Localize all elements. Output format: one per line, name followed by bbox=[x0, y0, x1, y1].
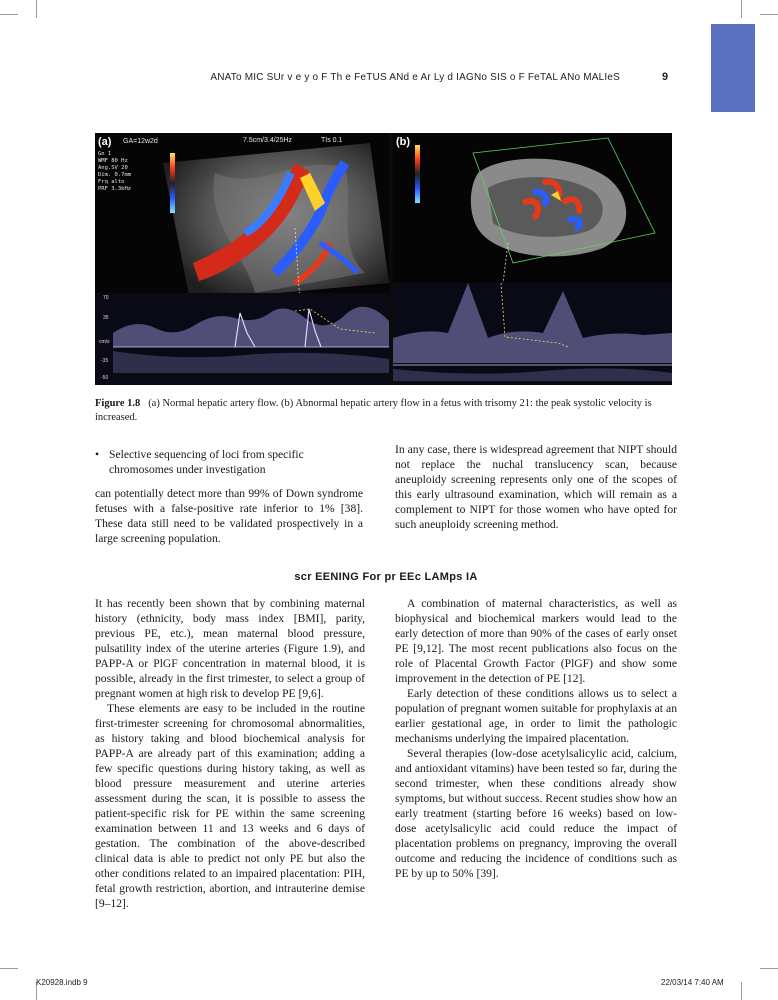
crop-mark bbox=[741, 0, 742, 18]
crop-mark bbox=[36, 0, 37, 18]
scan-parameters bbox=[98, 151, 131, 193]
bullet-text: Selective sequencing of loci from specific chromosomes under investigation bbox=[109, 448, 304, 476]
scan-param: Gn 1 bbox=[98, 151, 112, 157]
right-column-top bbox=[395, 442, 677, 532]
velocity-axis-label: 35 bbox=[103, 315, 109, 321]
section-heading: scr EENING For pr EEc LAMps IA bbox=[294, 571, 478, 583]
paragraph: Several therapies (low-dose acetylsalicylic acid, calcium, and antioxidant vitamins) have been tested so far, during the second trimester, when these conditions already show symptoms, but without success. Recent studies show how an early treatment (starting before 16 weeks) based on low-dose acetylsalicylic acid could reduce the impact of placentation problems on pregnancy, improving the overall outcome and reducing the incidence of conditions such as PE by up to 50% [39]. bbox=[395, 747, 677, 880]
doppler-image-a bbox=[95, 133, 389, 385]
left-column-continuation bbox=[95, 486, 363, 546]
footer-timestamp: 22/03/14 7:40 AM bbox=[661, 978, 724, 987]
crop-mark bbox=[741, 982, 742, 1000]
figure-caption bbox=[95, 397, 677, 425]
doppler-image-b bbox=[393, 133, 672, 385]
ultrasound-panel-b bbox=[393, 133, 672, 385]
velocity-axis-label: cm/s bbox=[99, 339, 110, 345]
figure-1-8 bbox=[95, 133, 672, 385]
gestational-age-readout: GA=12w2d bbox=[123, 138, 158, 145]
paragraph: In any case, there is widespread agreement that NIPT should not replace the nuchal translucency scan, because aneuploidy screening represents only one of the scopes of this early ultrasound examination, which will remain as a complement to NIPT for those women who have opted for such aneuploidy screening method. bbox=[395, 443, 677, 531]
footer-file: K20928.indb 9 bbox=[36, 978, 88, 987]
ultrasound-panel-a bbox=[95, 133, 389, 385]
scan-param: Ang.SV 20 bbox=[98, 165, 128, 171]
crop-mark bbox=[760, 14, 778, 15]
velocity-axis-label: -50 bbox=[101, 375, 109, 381]
panel-label-b: (b) bbox=[396, 136, 411, 148]
right-column bbox=[395, 596, 677, 881]
page-number: 9 bbox=[662, 71, 669, 83]
scan-param: WMF 80 Hz bbox=[98, 158, 128, 164]
tis-readout: TIs 0.1 bbox=[321, 137, 343, 144]
panel-label-a: (a) bbox=[98, 136, 112, 148]
chapter-tab bbox=[711, 24, 755, 112]
crop-mark bbox=[760, 968, 778, 969]
bullet-icon: • bbox=[95, 448, 100, 461]
scan-param: Frq alto bbox=[98, 179, 125, 185]
paragraph: These elements are easy to be included in the routine first-trimester screening for chromosomal abnormalities, as history taking and blood biochemical analysis for PAPP-A are already part of this examination; adding a few specific questions during history taking, as well as blood pressure measurement and uterine arteries assessment during the scan, it is possible to assess the patient-specific risk for PE within the same screening examination between 11 and 13 weeks and 6 days of gestation. The combination of the above-described clinical data is able to predict not only PE but also the other conditions related to an impaired placentation: PIH, fetal growth restriction, abortion, and intrauterine demise [9–12]. bbox=[95, 702, 365, 910]
crop-mark bbox=[0, 968, 18, 969]
caption-text: (a) Normal hepatic artery flow. (b) Abnormal hepatic artery flow in a fetus with trisomy 21: the peak systolic velocity is increased. bbox=[95, 398, 652, 423]
caption-label: Figure 1.8 bbox=[95, 398, 141, 409]
running-header: ANATo MIC SUr v e y o F Th e FeTUS ANd e Ar Ly d IAGNo SIS o F FeTAL ANo MALIeS bbox=[210, 72, 620, 83]
scan-param: Dim. 0.7mm bbox=[98, 172, 132, 178]
paragraph: Early detection of these conditions allows us to select a population of pregnant women suitable for prophylaxis at an earlier gestational age, in order to limit the pathologic mechanisms underlying the impaired placentation. bbox=[395, 687, 677, 745]
scan-settings-readout: 7.5cm/3.4/25Hz bbox=[243, 137, 293, 144]
paragraph: A combination of maternal characteristics, as well as biophysical and biochemical markers would lead to the early detection of more than 90% of the cases of early onset PE [9,12]. The most recent publications also focus on the role of Placental Growth Factor (PlGF) and show some improvement in the detection of PE [12]. bbox=[395, 597, 677, 685]
velocity-axis-label: 70 bbox=[103, 295, 109, 301]
scan-param: PRF 3.3kHz bbox=[98, 186, 132, 192]
velocity-axis-label: -35 bbox=[101, 358, 109, 364]
paragraph: can potentially detect more than 99% of Down syndrome fetuses with a false-positive rate inferior to 1% [38]. These data still need to be validated prospectively in a large screening population. bbox=[95, 487, 363, 545]
crop-mark bbox=[0, 14, 18, 15]
paragraph: It has recently been shown that by combining maternal history (ethnicity, body mass index [BMI], parity, previous PE, etc.), mean maternal blood pressure, pulsatility index of the uterine arteries (Figure 1.9), and PAPP-A or PlGF concentration in maternal blood, it is possible, already in the first trimester, to select a group of pregnant women at high risk to develop PE [9,6]. bbox=[95, 597, 365, 700]
left-column bbox=[95, 596, 365, 911]
